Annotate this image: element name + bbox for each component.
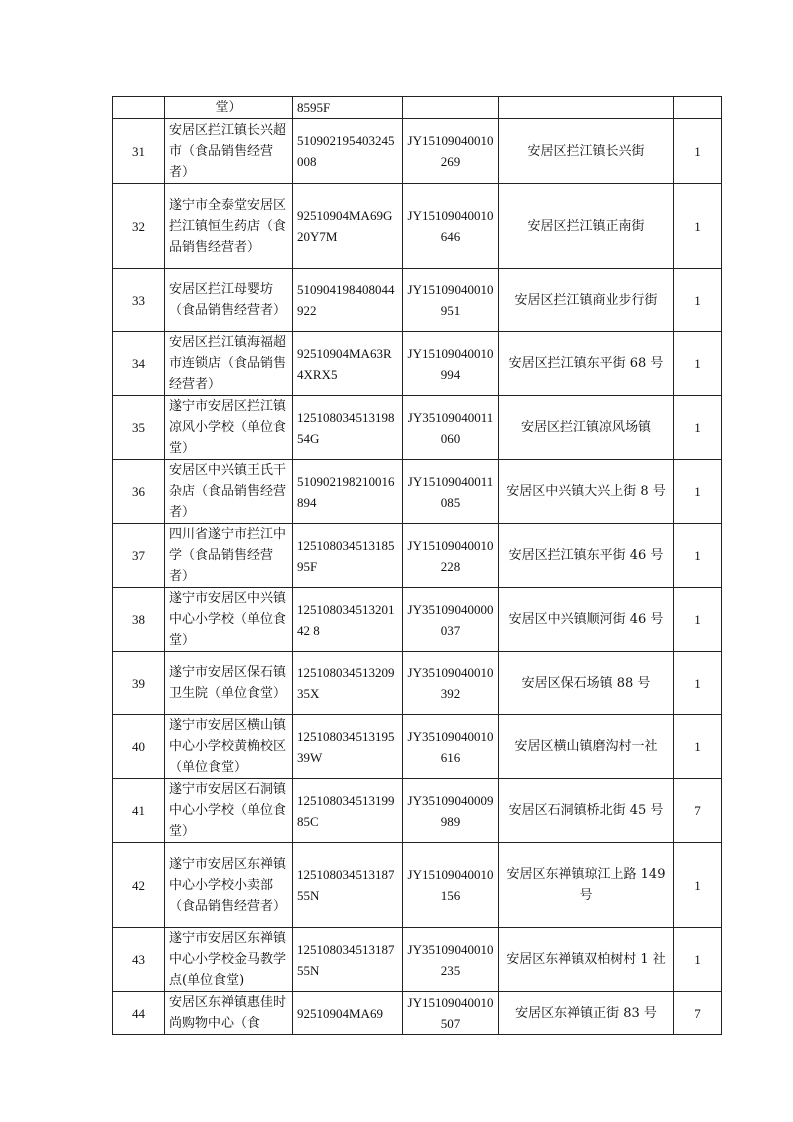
business-address: 安居区中兴镇顺河街 46 号 [499, 588, 674, 652]
credit-code: 92510904MA69 [293, 992, 403, 1035]
count-value: 7 [674, 992, 722, 1035]
row-number: 44 [113, 992, 165, 1035]
count-value: 1 [674, 524, 722, 588]
count-value: 1 [674, 184, 722, 269]
license-number: JY35109040009989 [403, 779, 499, 843]
business-address: 安居区拦江镇东平街 46 号 [499, 524, 674, 588]
business-name: 遂宁市安居区保石镇卫生院（单位食堂） [165, 652, 293, 715]
business-address: 安居区横山镇磨沟村一社 [499, 715, 674, 779]
table-row [113, 460, 722, 524]
row-number [113, 97, 165, 119]
count-value: 1 [674, 928, 722, 992]
business-address: 安居区保石场镇 88 号 [499, 652, 674, 715]
table-row [113, 524, 722, 588]
license-number: JY15109040010646 [403, 184, 499, 269]
count-value: 1 [674, 843, 722, 928]
license-number: JY35109040011060 [403, 396, 499, 460]
license-number: JY15109040010269 [403, 119, 499, 184]
row-number: 34 [113, 332, 165, 396]
count-value: 1 [674, 460, 722, 524]
credit-code: 510902195403245008 [293, 119, 403, 184]
credit-code: 12510803451318755N [293, 843, 403, 928]
table-row [113, 779, 722, 843]
food-business-table [112, 96, 722, 1035]
count-value: 1 [674, 396, 722, 460]
license-number: JY15109040010507 [403, 992, 499, 1035]
license-number: JY35109040010392 [403, 652, 499, 715]
table-row [113, 97, 722, 119]
business-address: 安居区拦江镇凉风场镇 [499, 396, 674, 460]
table-row [113, 652, 722, 715]
table-row [113, 715, 722, 779]
business-name: 遂宁市全泰堂安居区拦江镇恒生药店（食品销售经营者） [165, 184, 293, 269]
row-number: 41 [113, 779, 165, 843]
count-value: 1 [674, 652, 722, 715]
table-row [113, 992, 722, 1035]
business-name: 遂宁市安居区拦江镇凉风小学校（单位食堂） [165, 396, 293, 460]
row-number: 31 [113, 119, 165, 184]
row-number: 38 [113, 588, 165, 652]
credit-code: 12510803451319539W [293, 715, 403, 779]
business-address: 安居区东禅镇正街 83 号 [499, 992, 674, 1035]
table-row [113, 396, 722, 460]
row-number: 37 [113, 524, 165, 588]
credit-code: 510902198210016894 [293, 460, 403, 524]
credit-code: 12510803451320935X [293, 652, 403, 715]
row-number: 40 [113, 715, 165, 779]
credit-code: 92510904MA69G20Y7M [293, 184, 403, 269]
credit-code: 510904198408044922 [293, 269, 403, 332]
table-row [113, 119, 722, 184]
business-name: 堂） [165, 97, 293, 119]
business-name: 遂宁市安居区东禅镇中心小学校小卖部（食品销售经营者） [165, 843, 293, 928]
table-row [113, 184, 722, 269]
row-number: 42 [113, 843, 165, 928]
count-value [674, 97, 722, 119]
license-number: JY35109040000037 [403, 588, 499, 652]
count-value: 1 [674, 715, 722, 779]
business-name: 安居区东禅镇惠佳时尚购物中心（食 [165, 992, 293, 1035]
row-number: 36 [113, 460, 165, 524]
credit-code: 12510803451319985C [293, 779, 403, 843]
business-name: 遂宁市安居区东禅镇中心小学校金马教学点(单位食堂) [165, 928, 293, 992]
credit-code: 12510803451318595F [293, 524, 403, 588]
count-value: 1 [674, 269, 722, 332]
business-name: 四川省遂宁市拦江中学（食品销售经营者） [165, 524, 293, 588]
count-value: 1 [674, 332, 722, 396]
table-row [113, 928, 722, 992]
license-number: JY15109040010156 [403, 843, 499, 928]
license-number: JY15109040010228 [403, 524, 499, 588]
table-row [113, 843, 722, 928]
license-number: JY35109040010616 [403, 715, 499, 779]
business-name: 遂宁市安居区石洞镇中心小学校（单位食堂） [165, 779, 293, 843]
row-number: 32 [113, 184, 165, 269]
business-address: 安居区拦江镇东平街 68 号 [499, 332, 674, 396]
credit-code: 12510803451318755N [293, 928, 403, 992]
license-number: JY15109040010994 [403, 332, 499, 396]
license-number [403, 97, 499, 119]
credit-code: 12510803451320142 8 [293, 588, 403, 652]
table-row [113, 588, 722, 652]
business-name: 安居区拦江镇海福超市连锁店（食品销售经营者） [165, 332, 293, 396]
count-value: 7 [674, 779, 722, 843]
business-address: 安居区东禅镇双柏树村 1 社 [499, 928, 674, 992]
business-address: 安居区中兴镇大兴上街 8 号 [499, 460, 674, 524]
business-address: 安居区拦江镇正南街 [499, 184, 674, 269]
business-address [499, 97, 674, 119]
license-number: JY15109040010951 [403, 269, 499, 332]
row-number: 33 [113, 269, 165, 332]
credit-code: 125108034513198 54G [293, 396, 403, 460]
row-number: 43 [113, 928, 165, 992]
business-name: 遂宁市安居区横山镇中心小学校黄桷校区（单位食堂） [165, 715, 293, 779]
count-value: 1 [674, 119, 722, 184]
row-number: 39 [113, 652, 165, 715]
business-address: 安居区石洞镇桥北街 45 号 [499, 779, 674, 843]
business-name: 安居区拦江镇长兴超市（食品销售经营者） [165, 119, 293, 184]
business-name: 安居区中兴镇王氏干杂店（食品销售经营者） [165, 460, 293, 524]
count-value: 1 [674, 588, 722, 652]
business-name: 遂宁市安居区中兴镇中心小学校（单位食堂） [165, 588, 293, 652]
business-address: 安居区拦江镇长兴街 [499, 119, 674, 184]
business-address: 安居区拦江镇商业步行街 [499, 269, 674, 332]
table-row [113, 332, 722, 396]
license-number: JY15109040011085 [403, 460, 499, 524]
business-name: 安居区拦江母婴坊（食品销售经营者） [165, 269, 293, 332]
table-row [113, 269, 722, 332]
row-number: 35 [113, 396, 165, 460]
license-number: JY35109040010235 [403, 928, 499, 992]
business-address: 安居区东禅镇琼江上路 149 号 [499, 843, 674, 928]
credit-code: 8595F [293, 97, 403, 119]
credit-code: 92510904MA63R4XRX5 [293, 332, 403, 396]
